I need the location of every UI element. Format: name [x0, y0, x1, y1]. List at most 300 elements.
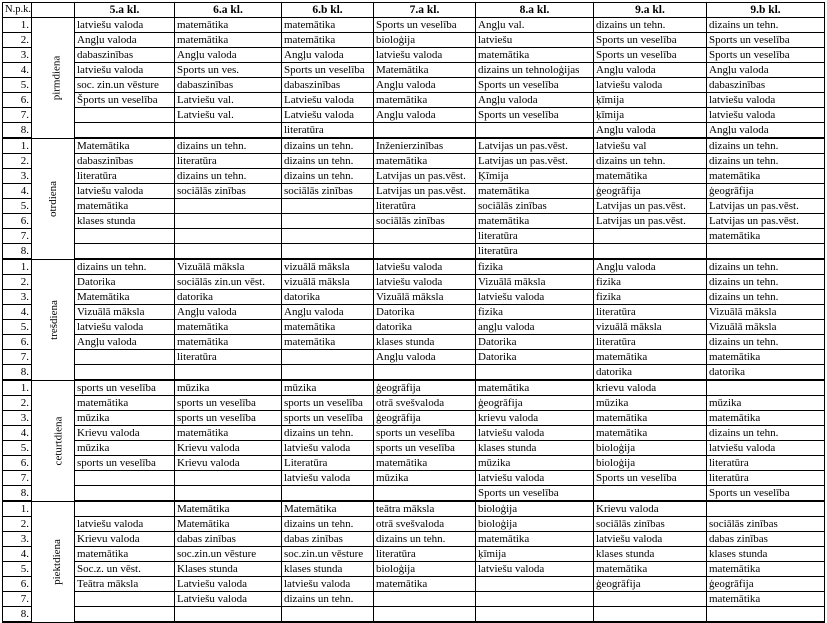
subject-cell: matemātika	[282, 18, 374, 33]
lesson-row	[3, 335, 825, 350]
subject-cell	[75, 350, 175, 365]
subject-cell	[476, 607, 594, 623]
subject-cell: Krievu valoda	[75, 426, 175, 441]
subject-cell: Angļu valoda	[282, 48, 374, 63]
subject-cell: Latviešu val.	[175, 93, 282, 108]
lesson-number: 7.	[3, 592, 32, 607]
subject-cell: matemātika	[476, 184, 594, 199]
timetable	[2, 2, 825, 623]
subject-cell: sports un veselība	[282, 411, 374, 426]
lesson-row	[3, 365, 825, 381]
class-header: 5.a kl.	[75, 3, 175, 18]
subject-cell	[374, 592, 476, 607]
subject-cell: latviešu valoda	[476, 290, 594, 305]
subject-cell: ģeogrāfija	[374, 380, 476, 396]
subject-cell: vizuālā māksla	[282, 275, 374, 290]
subject-cell: Angļu valoda	[594, 259, 707, 275]
day-cell	[32, 138, 75, 259]
subject-cell: dizains un tehn.	[75, 259, 175, 275]
lesson-number: 3.	[3, 169, 32, 184]
subject-cell: klases stunda	[476, 441, 594, 456]
subject-cell: literatūra	[594, 305, 707, 320]
subject-cell: bioloģija	[374, 33, 476, 48]
subject-cell: dizains un tehn.	[374, 532, 476, 547]
lesson-number: 2.	[3, 275, 32, 290]
subject-cell: Angļu valoda	[707, 63, 825, 78]
subject-cell: sociālās zinības	[707, 517, 825, 532]
subject-cell: soc. zin.un vēsture	[75, 78, 175, 93]
lesson-number: 5.	[3, 441, 32, 456]
subject-cell: soc.zin.un vēsture	[175, 547, 282, 562]
class-header: 7.a kl.	[374, 3, 476, 18]
subject-cell: sports un veselība	[75, 380, 175, 396]
subject-cell: Angļu valoda	[175, 305, 282, 320]
subject-cell: latviešu valoda	[75, 320, 175, 335]
subject-cell: dizains un tehn.	[707, 290, 825, 305]
subject-cell: sports un veselība	[175, 396, 282, 411]
lesson-row	[3, 577, 825, 592]
lesson-number: 6.	[3, 214, 32, 229]
subject-cell: dizains un tehnoloģijas	[476, 63, 594, 78]
lesson-row	[3, 199, 825, 214]
lesson-number: 8.	[3, 365, 32, 381]
lesson-row	[3, 426, 825, 441]
subject-cell: latviešu valoda	[707, 93, 825, 108]
lesson-row	[3, 380, 825, 396]
subject-cell: Sports un veselība	[282, 63, 374, 78]
lesson-row	[3, 290, 825, 305]
lesson-number: 5.	[3, 78, 32, 93]
subject-cell	[707, 380, 825, 396]
subject-cell: dizains un tehn.	[282, 426, 374, 441]
subject-cell: Sports un veselība	[594, 33, 707, 48]
subject-cell: fizika	[594, 275, 707, 290]
subject-cell	[75, 365, 175, 381]
subject-cell	[707, 501, 825, 517]
subject-cell: dizains un tehn.	[175, 138, 282, 154]
subject-cell: literatūra	[282, 123, 374, 139]
subject-cell: vizuālā māksla	[594, 320, 707, 335]
subject-cell: latviešu valoda	[75, 184, 175, 199]
subject-cell: otrā svešvaloda	[374, 517, 476, 532]
lesson-number: 6.	[3, 335, 32, 350]
subject-cell	[75, 501, 175, 517]
lesson-number: 7.	[3, 350, 32, 365]
subject-cell: datorika	[175, 290, 282, 305]
subject-cell	[75, 471, 175, 486]
subject-cell: Latvijas un pas.vēst.	[707, 199, 825, 214]
subject-cell: bioloģija	[476, 517, 594, 532]
lesson-number: 1.	[3, 380, 32, 396]
subject-cell	[75, 592, 175, 607]
subject-cell: ģeogrāfija	[374, 411, 476, 426]
subject-cell: dizains un tehn.	[707, 259, 825, 275]
subject-cell: latviešu valoda	[75, 517, 175, 532]
subject-cell	[282, 350, 374, 365]
subject-cell	[282, 607, 374, 623]
subject-cell	[374, 365, 476, 381]
subject-cell: matemātika	[476, 532, 594, 547]
subject-cell: matemātika	[75, 396, 175, 411]
subject-cell: literatūra	[476, 244, 594, 260]
subject-cell: Angļu val.	[476, 18, 594, 33]
subject-cell: ķīmija	[476, 547, 594, 562]
subject-cell: sociālās zinības	[374, 214, 476, 229]
subject-cell: Matemātika	[75, 138, 175, 154]
subject-cell: Krievu valoda	[75, 532, 175, 547]
subject-cell: sociālās zin.un vēst.	[175, 275, 282, 290]
subject-cell: sociālās zinības	[476, 199, 594, 214]
subject-cell: bioloģija	[594, 456, 707, 471]
lesson-row	[3, 78, 825, 93]
subject-cell: Datorika	[75, 275, 175, 290]
subject-cell: Soc.z. un vēst.	[75, 562, 175, 577]
subject-cell: matemātika	[594, 562, 707, 577]
subject-cell: latviešu valoda	[476, 471, 594, 486]
subject-cell: matemātika	[175, 320, 282, 335]
lesson-row	[3, 562, 825, 577]
subject-cell: Ķīmija	[476, 169, 594, 184]
subject-cell: Datorika	[476, 350, 594, 365]
subject-cell: dizains un tehn.	[594, 18, 707, 33]
subject-cell: Latviešu valoda	[175, 577, 282, 592]
subject-cell: latviešu valoda	[476, 426, 594, 441]
subject-cell: Angļu valoda	[75, 335, 175, 350]
subject-cell: Sports un veselība	[476, 486, 594, 502]
day-label: trešdiena	[47, 299, 60, 340]
subject-cell: Angļu valoda	[374, 78, 476, 93]
subject-cell: ķīmija	[594, 93, 707, 108]
subject-cell	[374, 123, 476, 139]
lesson-row	[3, 138, 825, 154]
lesson-number: 3.	[3, 411, 32, 426]
subject-cell: matemātika	[476, 380, 594, 396]
subject-cell: matemātika	[374, 93, 476, 108]
subject-cell	[594, 244, 707, 260]
subject-cell: dizains un tehn.	[707, 154, 825, 169]
lesson-number: 1.	[3, 138, 32, 154]
subject-cell: matemātika	[175, 18, 282, 33]
subject-cell	[175, 471, 282, 486]
lesson-number: 8.	[3, 607, 32, 623]
lesson-number: 4.	[3, 305, 32, 320]
subject-cell	[594, 229, 707, 244]
subject-cell: dabaszinības	[175, 78, 282, 93]
lesson-number: 6.	[3, 93, 32, 108]
lesson-row	[3, 532, 825, 547]
subject-cell: latviešu valoda	[75, 63, 175, 78]
subject-cell: matemātika	[594, 426, 707, 441]
day-cell	[32, 259, 75, 380]
subject-cell: latviešu valoda	[374, 259, 476, 275]
subject-cell: matemātika	[707, 350, 825, 365]
subject-cell	[75, 244, 175, 260]
lesson-row	[3, 154, 825, 169]
subject-cell: Sports un ves.	[175, 63, 282, 78]
lesson-row	[3, 471, 825, 486]
subject-cell: sports un veselība	[282, 396, 374, 411]
subject-cell: dabas zinības	[175, 532, 282, 547]
subject-cell: latviešu valoda	[594, 78, 707, 93]
subject-cell: sports un veselība	[374, 441, 476, 456]
subject-cell: krievu valoda	[476, 411, 594, 426]
subject-cell: dizains un tehn.	[282, 592, 374, 607]
subject-cell: literatūra	[75, 169, 175, 184]
subject-cell	[282, 214, 374, 229]
subject-cell: latviešu valoda	[374, 275, 476, 290]
subject-cell	[75, 108, 175, 123]
subject-cell: sports un veselība	[75, 456, 175, 471]
subject-cell	[175, 229, 282, 244]
subject-cell: bioloģija	[374, 562, 476, 577]
lesson-row	[3, 411, 825, 426]
subject-cell	[175, 365, 282, 381]
subject-cell: Latvijas un pas.vēst.	[594, 199, 707, 214]
lesson-number: 4.	[3, 63, 32, 78]
subject-cell: matemātika	[594, 350, 707, 365]
subject-cell: matemātika	[476, 214, 594, 229]
class-header: 9.a kl.	[594, 3, 707, 18]
subject-cell: literatūra	[707, 471, 825, 486]
lesson-number: 4.	[3, 547, 32, 562]
subject-cell: Krievu valoda	[175, 456, 282, 471]
npk-header: N.p.k.	[3, 3, 32, 18]
subject-cell: matemātika	[282, 320, 374, 335]
subject-cell: Latvijas un pas.vēst.	[594, 214, 707, 229]
subject-cell: Angļu valoda	[374, 350, 476, 365]
subject-cell: matemātika	[175, 33, 282, 48]
subject-cell: latviešu valoda	[707, 108, 825, 123]
subject-cell: matemātika	[707, 592, 825, 607]
subject-cell: Matemātika	[75, 290, 175, 305]
subject-cell: Angļu valoda	[282, 305, 374, 320]
subject-cell: latviešu val	[594, 138, 707, 154]
subject-cell: matemātika	[374, 577, 476, 592]
day-header	[32, 3, 75, 18]
subject-cell	[282, 365, 374, 381]
lesson-row	[3, 93, 825, 108]
subject-cell: Vizuālā māksla	[374, 290, 476, 305]
subject-cell	[594, 607, 707, 623]
lesson-row	[3, 214, 825, 229]
lesson-number: 5.	[3, 562, 32, 577]
lesson-number: 1.	[3, 259, 32, 275]
subject-cell: Matemātika	[282, 501, 374, 517]
subject-cell: Latviešu valoda	[282, 93, 374, 108]
subject-cell: ģeogrāfija	[707, 577, 825, 592]
lesson-number: 7.	[3, 471, 32, 486]
lesson-row	[3, 108, 825, 123]
lesson-number: 8.	[3, 123, 32, 139]
subject-cell: mūzika	[75, 441, 175, 456]
subject-cell: ģeogrāfija	[707, 184, 825, 199]
subject-cell: matemātika	[75, 199, 175, 214]
subject-cell: dizains un tehn.	[707, 335, 825, 350]
subject-cell: dizains un tehn.	[707, 18, 825, 33]
lesson-number: 2.	[3, 517, 32, 532]
subject-cell: klases stunda	[707, 547, 825, 562]
subject-cell: Angļu valoda	[476, 93, 594, 108]
subject-cell: fizika	[476, 305, 594, 320]
subject-cell: Sports un veselība	[707, 48, 825, 63]
subject-cell: literatūra	[175, 350, 282, 365]
subject-cell: datorika	[374, 320, 476, 335]
subject-cell: dizains un tehn.	[282, 154, 374, 169]
subject-cell: Sports un veselība	[707, 33, 825, 48]
subject-cell: dizains un tehn.	[707, 426, 825, 441]
subject-cell: matemātika	[75, 547, 175, 562]
lesson-number: 7.	[3, 229, 32, 244]
lesson-row	[3, 320, 825, 335]
day-cell	[32, 501, 75, 622]
subject-cell: Latvijas un pas.vēst.	[374, 184, 476, 199]
subject-cell	[282, 199, 374, 214]
lesson-row	[3, 305, 825, 320]
subject-cell: Latvijas un pas.vēst.	[476, 154, 594, 169]
subject-cell	[707, 607, 825, 623]
subject-cell: datorika	[594, 365, 707, 381]
subject-cell: literatūra	[374, 547, 476, 562]
subject-cell: Angļu valoda	[707, 123, 825, 139]
lesson-row	[3, 486, 825, 502]
subject-cell: datorika	[282, 290, 374, 305]
subject-cell	[476, 365, 594, 381]
subject-cell	[175, 244, 282, 260]
subject-cell: latviešu valoda	[282, 441, 374, 456]
subject-cell: Sports un veselība	[476, 108, 594, 123]
subject-cell: mūzika	[175, 380, 282, 396]
day-label: otrdiena	[46, 180, 59, 217]
subject-cell: krievu valoda	[594, 380, 707, 396]
subject-cell: Sports un veselība	[476, 78, 594, 93]
subject-cell: Sports un veselība	[374, 18, 476, 33]
subject-cell: Vizuālā māksla	[476, 275, 594, 290]
subject-cell	[707, 244, 825, 260]
subject-cell: ķīmija	[594, 108, 707, 123]
subject-cell: dabaszinības	[707, 78, 825, 93]
day-label: pirmdiena	[50, 55, 63, 101]
lesson-row	[3, 169, 825, 184]
subject-cell: angļu valoda	[476, 320, 594, 335]
subject-cell: Angļu valoda	[75, 33, 175, 48]
lesson-row	[3, 275, 825, 290]
subject-cell	[175, 607, 282, 623]
subject-cell	[75, 607, 175, 623]
subject-cell	[75, 123, 175, 139]
subject-cell: dizains un tehn.	[282, 517, 374, 532]
subject-cell	[75, 486, 175, 502]
lesson-number: 3.	[3, 532, 32, 547]
subject-cell	[476, 592, 594, 607]
subject-cell: ģeogrāfija	[476, 396, 594, 411]
subject-cell: matemātika	[594, 169, 707, 184]
subject-cell: Klases stunda	[175, 562, 282, 577]
subject-cell: Angļu valoda	[374, 108, 476, 123]
subject-cell: Vizuālā māksla	[707, 305, 825, 320]
subject-cell	[175, 214, 282, 229]
lesson-number: 4.	[3, 426, 32, 441]
lesson-number: 8.	[3, 486, 32, 502]
subject-cell: matemātika	[707, 169, 825, 184]
subject-cell: Angļu valoda	[594, 63, 707, 78]
subject-cell: matemātika	[594, 411, 707, 426]
subject-cell: matemātika	[282, 335, 374, 350]
day-label: ceturtdiena	[52, 416, 65, 465]
subject-cell: Vizuālā māksla	[707, 320, 825, 335]
subject-cell	[175, 123, 282, 139]
subject-cell: Matemātika	[175, 501, 282, 517]
subject-cell	[374, 486, 476, 502]
subject-cell	[282, 244, 374, 260]
subject-cell: sports un veselība	[175, 411, 282, 426]
subject-cell: Literatūra	[282, 456, 374, 471]
subject-cell: klases stunda	[374, 335, 476, 350]
subject-cell: dabaszinības	[75, 48, 175, 63]
subject-cell	[175, 199, 282, 214]
subject-cell: dizains un tehn.	[707, 275, 825, 290]
subject-cell	[75, 229, 175, 244]
lesson-number: 2.	[3, 396, 32, 411]
lesson-row	[3, 441, 825, 456]
subject-cell: dizains un tehn.	[707, 138, 825, 154]
subject-cell	[594, 592, 707, 607]
subject-cell: klases stunda	[594, 547, 707, 562]
lesson-row	[3, 48, 825, 63]
subject-cell: Matemātika	[175, 517, 282, 532]
subject-cell: matemātika	[374, 154, 476, 169]
lesson-row	[3, 592, 825, 607]
timetable-body	[3, 18, 825, 623]
subject-cell: Sports un veselība	[594, 471, 707, 486]
subject-cell: sociālās zinības	[175, 184, 282, 199]
subject-cell: Latvijas un pas.vēst.	[374, 169, 476, 184]
lesson-number: 3.	[3, 48, 32, 63]
subject-cell: Latviešu valoda	[282, 108, 374, 123]
lesson-row	[3, 184, 825, 199]
subject-cell: Vizuālā māksla	[75, 305, 175, 320]
subject-cell: Inženierzinības	[374, 138, 476, 154]
subject-cell: datorika	[707, 365, 825, 381]
subject-cell	[282, 486, 374, 502]
subject-cell: latviešu valoda	[594, 532, 707, 547]
header-row	[3, 3, 825, 18]
subject-cell: latviešu valoda	[75, 18, 175, 33]
lesson-number: 3.	[3, 290, 32, 305]
subject-cell	[476, 123, 594, 139]
subject-cell	[374, 244, 476, 260]
subject-cell: matemātika	[476, 48, 594, 63]
subject-cell: matemātika	[707, 229, 825, 244]
subject-cell: Sports un veselība	[594, 48, 707, 63]
subject-cell: Datorika	[476, 335, 594, 350]
subject-cell: Datorika	[374, 305, 476, 320]
subject-cell: ģeogrāfija	[594, 184, 707, 199]
subject-cell: matemātika	[707, 411, 825, 426]
lesson-number: 8.	[3, 244, 32, 260]
lesson-row	[3, 259, 825, 275]
subject-cell: Šports un veselība	[75, 93, 175, 108]
subject-cell: bioloģija	[476, 501, 594, 517]
subject-cell: Vizuālā māksla	[175, 259, 282, 275]
lesson-number: 2.	[3, 33, 32, 48]
subject-cell: latviešu valoda	[707, 441, 825, 456]
subject-cell: Latviešu valoda	[175, 592, 282, 607]
subject-cell	[374, 607, 476, 623]
subject-cell: matemātika	[175, 335, 282, 350]
day-cell	[32, 380, 75, 501]
class-header: 8.a kl.	[476, 3, 594, 18]
subject-cell	[476, 577, 594, 592]
